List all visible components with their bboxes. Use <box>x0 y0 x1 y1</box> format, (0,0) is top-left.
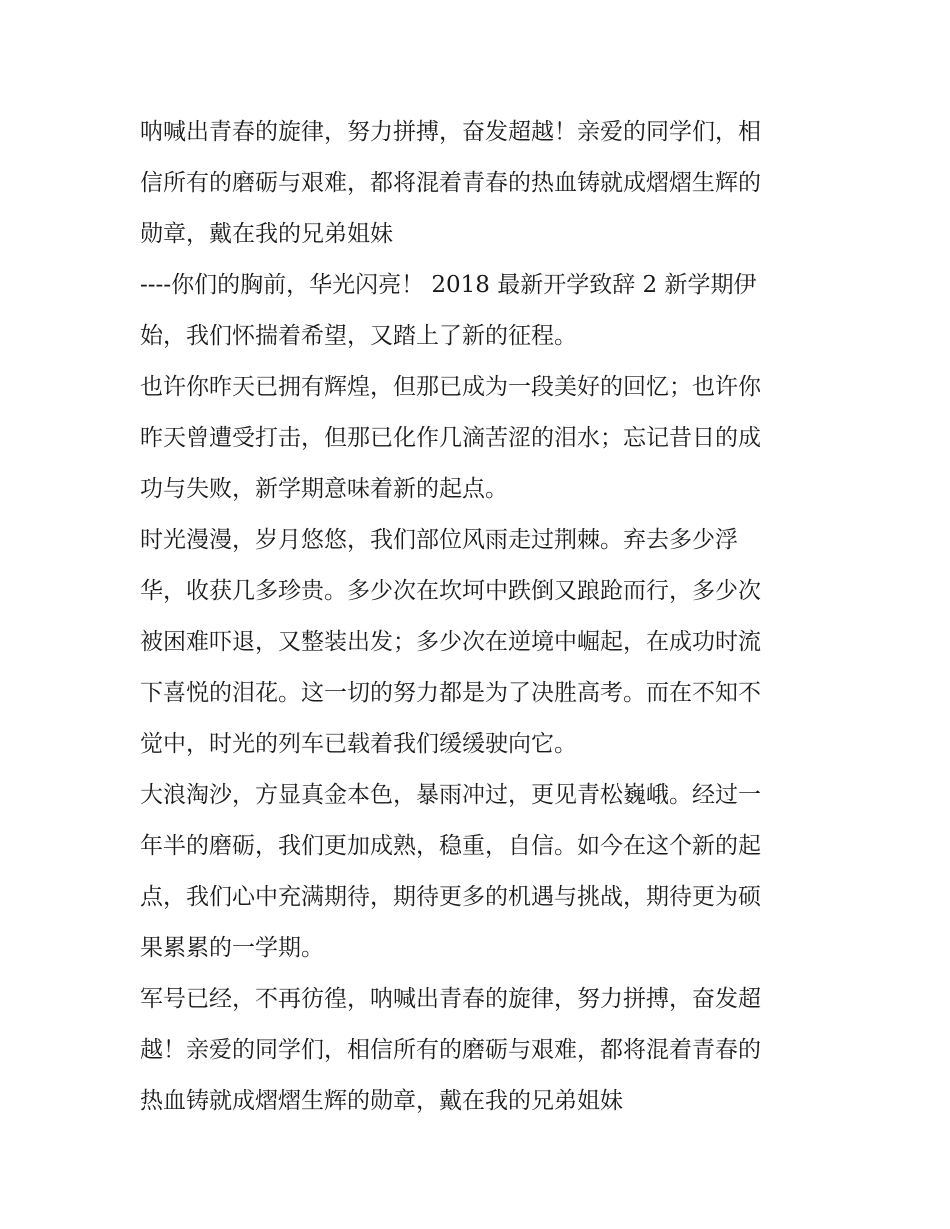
text-line: 军号已经，不再彷徨，呐喊出青春的旋律，努力拼搏，奋发超 <box>140 986 761 1012</box>
text-line: 也许你昨天已拥有辉煌，但那已成为一段美好的回忆；也许你 <box>140 374 761 400</box>
text-line: 勋章，戴在我的兄弟姐妹 <box>140 221 393 247</box>
text-line: 昨天曾遭受打击，但那已化作几滴苦涩的泪水；忘记昔日的成 <box>140 425 761 451</box>
text-line: 呐喊出青春的旋律，努力拼搏，奋发超越！亲爱的同学们，相 <box>140 119 761 145</box>
text-line: 下喜悦的泪花。这一切的努力都是为了决胜高考。而在不知不 <box>140 680 761 706</box>
text-line: 时光漫漫，岁月悠悠，我们部位风雨走过荆棘。弃去多少浮 <box>140 527 738 553</box>
document-body <box>140 107 820 1127</box>
text-line: 果累累的一学期。 <box>140 935 324 961</box>
text-line: 越！亲爱的同学们，相信所有的磨砺与艰难，都将混着青春的 <box>140 1037 761 1063</box>
text-line: ----你们的胸前，华光闪亮！ 2018 最新开学致辞 2 新学期伊 <box>140 272 757 298</box>
text-line: 功与失败，新学期意味着新的起点。 <box>140 476 508 502</box>
text-line: 始，我们怀揣着希望，又踏上了新的征程。 <box>140 323 577 349</box>
text-line: 觉中，时光的列车已载着我们缓缓驶向它。 <box>140 731 577 757</box>
text-line: 年半的磨砺，我们更加成熟，稳重，自信。如今在这个新的起 <box>140 833 761 859</box>
text-line: 热血铸就成熠熠生辉的勋章，戴在我的兄弟姐妹 <box>140 1088 623 1114</box>
text-line: 华，收获几多珍贵。多少次在坎坷中跌倒又踉跄而行，多少次 <box>140 578 761 604</box>
text-line: 信所有的磨砺与艰难，都将混着青春的热血铸就成熠熠生辉的 <box>140 170 761 196</box>
text-line: 点，我们心中充满期待，期待更多的机遇与挑战，期待更为硕 <box>140 884 761 910</box>
text-line: 大浪淘沙，方显真金本色，暴雨冲过，更见青松巍峨。经过一 <box>140 782 761 808</box>
text-line: 被困难吓退，又整装出发；多少次在逆境中崛起，在成功时流 <box>140 629 761 655</box>
